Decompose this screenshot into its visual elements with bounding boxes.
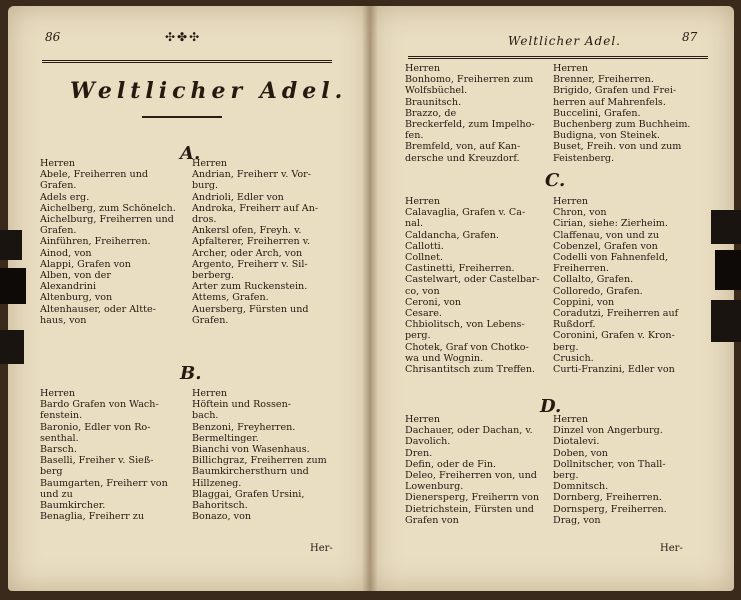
entry-line: Buset, Freih. von und zum xyxy=(553,141,682,153)
entry-line: Abele, Freiherren und xyxy=(40,169,149,181)
entry-line: Diotalevi. xyxy=(553,436,600,448)
entry-line: Drag, von xyxy=(553,514,601,526)
entry-line: Calavaglia, Grafen v. Ca- xyxy=(405,207,526,219)
column-header: Herren xyxy=(405,63,441,74)
entry-line: berg. xyxy=(553,341,579,353)
entry-line: Andrioli, Edler von xyxy=(192,191,284,203)
entry-line: Altenhauser, oder Altte- xyxy=(40,303,156,315)
entry-line: Chbiolitsch, von Lebens- xyxy=(405,319,525,331)
entry-line: Castinetti, Freiherren. xyxy=(405,263,515,275)
entry-line: Braunitsch. xyxy=(405,96,462,108)
section-d-column-2 xyxy=(553,414,703,526)
entry-line: Alappi, Grafen von xyxy=(40,258,131,270)
section-letter-b: B. xyxy=(180,363,202,384)
entry-line: senthal. xyxy=(40,432,79,444)
entry-line: Bianchi von Wasenhaus. xyxy=(192,444,310,456)
entry-line: Callotti. xyxy=(405,240,444,252)
entry-line: berg xyxy=(40,466,63,478)
entry-line: Apfalterer, Freiherren v. xyxy=(192,236,311,248)
entry-line: Attems, Grafen. xyxy=(192,292,269,304)
entry-line: wa und Wognin. xyxy=(405,352,484,364)
entry-line: Androka, Freiherr auf An- xyxy=(192,202,319,214)
entry-line: Dachauer, oder Dachan, v. xyxy=(405,425,533,437)
b-continued-column-2 xyxy=(553,63,703,164)
entry-line: Bonhomo, Freiherren zum xyxy=(405,74,534,86)
section-b-column-2 xyxy=(192,388,338,522)
left-catchword: Her- xyxy=(310,543,333,554)
entry-line: Collalto, Grafen. xyxy=(553,274,634,286)
entry-line: Bahoritsch. xyxy=(192,500,248,512)
entry-line: Brazzo, de xyxy=(405,107,457,119)
section-d-column-1 xyxy=(405,414,553,526)
left-ornament: ✣✤✣ xyxy=(165,30,202,44)
entry-line: Grafen. xyxy=(40,180,77,192)
entry-line: dersche und Kreuzdorf. xyxy=(405,152,520,164)
entry-line: Castelwart, oder Castelbar- xyxy=(405,274,540,286)
binder-clip-left-bottom xyxy=(0,330,24,364)
entry-line: Collnet. xyxy=(405,252,444,264)
entry-line: Coronini, Grafen v. Kron- xyxy=(553,330,675,342)
entry-line: berberg. xyxy=(192,270,235,282)
entry-line: fen. xyxy=(405,130,424,142)
right-running-head: Weltlicher Adel. xyxy=(508,34,621,48)
entry-line: burg. xyxy=(192,180,219,192)
entry-line: Cesare. xyxy=(405,308,442,320)
entry-line: Baselli, Freiher v. Sieß- xyxy=(40,455,154,467)
entry-line: Ankersl ofen, Freyh. v. xyxy=(192,225,302,237)
entry-line: Caldancha, Grafen. xyxy=(405,229,499,241)
entry-line: co, von xyxy=(405,285,440,297)
entry-line: Dornsperg, Freiherren. xyxy=(553,503,667,515)
entry-line: Deleo, Freiherren von, und xyxy=(405,470,537,482)
entry-line: Hillzeneg. xyxy=(192,477,242,489)
entry-line: Chron, von xyxy=(553,207,607,219)
section-a-column-2 xyxy=(192,158,338,326)
entry-line: fenstein. xyxy=(40,410,83,422)
column-header: Herren xyxy=(553,63,589,74)
entry-line: dros. xyxy=(192,214,217,226)
column-header: Herren xyxy=(192,158,228,169)
entry-line: Höftein und Rossen- xyxy=(192,399,292,411)
entry-line: und zu xyxy=(40,488,73,500)
entry-line: Benaglia, Freiherr zu xyxy=(40,511,145,523)
entry-line: Grafen. xyxy=(192,314,229,326)
entry-line: Cirian, siehe: Zierheim. xyxy=(553,218,668,230)
entry-line: Budigna, von Steinek. xyxy=(553,130,660,142)
entry-line: Wolfsbüchel. xyxy=(405,85,468,97)
entry-line: Claffenau, von und zu xyxy=(553,229,660,241)
section-letter-a: A. xyxy=(180,143,201,164)
entry-line: Dren. xyxy=(405,447,433,459)
entry-line: Grafen von xyxy=(405,514,459,526)
entry-line: Domnitsch. xyxy=(553,481,609,493)
section-letter-c: C. xyxy=(545,170,566,191)
binder-clip-right-top xyxy=(711,210,741,244)
entry-line: Chotek, Graf von Chotko- xyxy=(405,341,529,353)
entry-line: perg. xyxy=(405,330,431,342)
right-page-number: 87 xyxy=(682,30,698,44)
section-c-column-1 xyxy=(405,196,553,375)
entry-line: Bermeltinger. xyxy=(192,432,259,444)
entry-line: berg. xyxy=(553,470,579,482)
entry-line: Benzoni, Freyherren. xyxy=(192,421,296,433)
entry-line: Brigido, Grafen und Frei- xyxy=(553,85,677,97)
entry-line: Altenburg, von xyxy=(40,292,113,304)
entry-line: Bardo Grafen von Wach- xyxy=(40,399,159,411)
section-b-column-1 xyxy=(40,388,188,522)
entry-line: Alben, von der xyxy=(40,270,111,282)
entry-line: Dienersperg, Freiherrn von xyxy=(405,492,540,504)
entry-line: Blaggai, Grafen Ursini, xyxy=(192,488,305,500)
entry-line: Barsch. xyxy=(40,444,77,456)
entry-line: Rußdorf. xyxy=(553,319,596,331)
entry-line: Chrisantitsch zum Treffen. xyxy=(405,364,536,376)
entry-line: Brenner, Freiherren. xyxy=(553,74,654,86)
entry-line: herren auf Mahrenfels. xyxy=(553,96,666,108)
entry-line: Ainod, von xyxy=(40,247,92,259)
column-header: Herren xyxy=(40,388,76,399)
entry-line: Billichgraz, Freiherren zum xyxy=(192,455,327,467)
entry-line: Bremfeld, von, auf Kan- xyxy=(405,141,521,153)
column-header: Herren xyxy=(192,388,228,399)
right-catchword: Her- xyxy=(660,543,683,554)
title-rule xyxy=(142,116,222,118)
entry-line: Alexandrini xyxy=(40,281,97,293)
binder-clip-left-top xyxy=(0,230,22,260)
section-letter-d: D. xyxy=(540,396,562,417)
entry-line: Aichelburg, Freiherren und xyxy=(40,214,174,226)
entry-line: Baumkircher. xyxy=(40,500,106,512)
entry-line: Freiherren. xyxy=(553,263,609,275)
entry-line: Andrian, Freiherr v. Vor- xyxy=(192,169,311,181)
entry-line: Dietrichstein, Fürsten und xyxy=(405,503,534,515)
entry-line: Baumgarten, Freiherr von xyxy=(40,477,168,489)
entry-line: Baumkirchersthurn und xyxy=(192,466,309,478)
entry-line: Dollnitscher, von Thall- xyxy=(553,458,666,470)
entry-line: Ainführen, Freiherren. xyxy=(40,236,151,248)
entry-line: Cobenzel, Grafen von xyxy=(553,240,658,252)
entry-line: Davolich. xyxy=(405,436,451,448)
column-header: Herren xyxy=(405,414,441,425)
entry-line: Coppini, von xyxy=(553,296,615,308)
entry-line: Baronio, Edler von Ro- xyxy=(40,421,151,433)
entry-line: haus, von xyxy=(40,314,87,326)
entry-line: Buccelini, Grafen. xyxy=(553,107,641,119)
entry-line: nal. xyxy=(405,218,424,230)
entry-line: Grafen. xyxy=(40,225,77,237)
entry-line: Argento, Freiherr v. Sil- xyxy=(192,258,308,270)
entry-line: Dornberg, Freiherren. xyxy=(553,492,662,504)
entry-line: Doben, von xyxy=(553,447,608,459)
entry-line: Curti-Franzini, Edler von xyxy=(553,364,675,376)
binder-clip-right-bottom xyxy=(711,300,741,342)
section-a-column-1 xyxy=(40,158,188,326)
entry-line: Codelli von Fahnenfeld, xyxy=(553,252,669,264)
entry-line: Ceroni, von xyxy=(405,296,462,308)
entry-line: Breckerfeld, zum Impelho- xyxy=(405,119,535,131)
entry-line: Dinzel von Angerburg. xyxy=(553,425,663,437)
entry-line: Bonazo, von xyxy=(192,511,252,523)
entry-line: Buchenberg zum Buchheim. xyxy=(553,119,691,131)
entry-line: Auersberg, Fürsten und xyxy=(192,303,309,315)
column-header: Herren xyxy=(405,196,441,207)
b-continued-column-1 xyxy=(405,63,553,164)
entry-line: Lowenburg. xyxy=(405,481,464,493)
entry-line: Arter zum Ruckenstein. xyxy=(192,281,308,293)
entry-line: Crusich. xyxy=(553,352,594,364)
entry-line: Coradutzi, Freiherren auf xyxy=(553,308,679,320)
entry-line: Archer, oder Arch, von xyxy=(192,247,303,259)
page-title: Weltlicher Adel. xyxy=(70,78,348,104)
column-header: Herren xyxy=(40,158,76,169)
column-header: Herren xyxy=(553,414,589,425)
entry-line: Feistenberg. xyxy=(553,152,615,164)
binder-clip-left-middle xyxy=(0,268,26,304)
entry-line: Colloredo, Grafen. xyxy=(553,285,643,297)
right-header-rule xyxy=(408,56,708,59)
entry-line: Defin, oder de Fin. xyxy=(405,458,497,470)
binder-clip-right-middle xyxy=(715,250,741,290)
entry-line: Aichelberg, zum Schönelch. xyxy=(40,202,176,214)
entry-line: Adels erg. xyxy=(40,191,90,203)
entry-line: bach. xyxy=(192,410,219,422)
book-gutter xyxy=(362,6,378,591)
section-c-column-2 xyxy=(553,196,703,375)
left-header-rule xyxy=(42,60,332,63)
left-page-number: 86 xyxy=(45,30,61,44)
column-header: Herren xyxy=(553,196,589,207)
